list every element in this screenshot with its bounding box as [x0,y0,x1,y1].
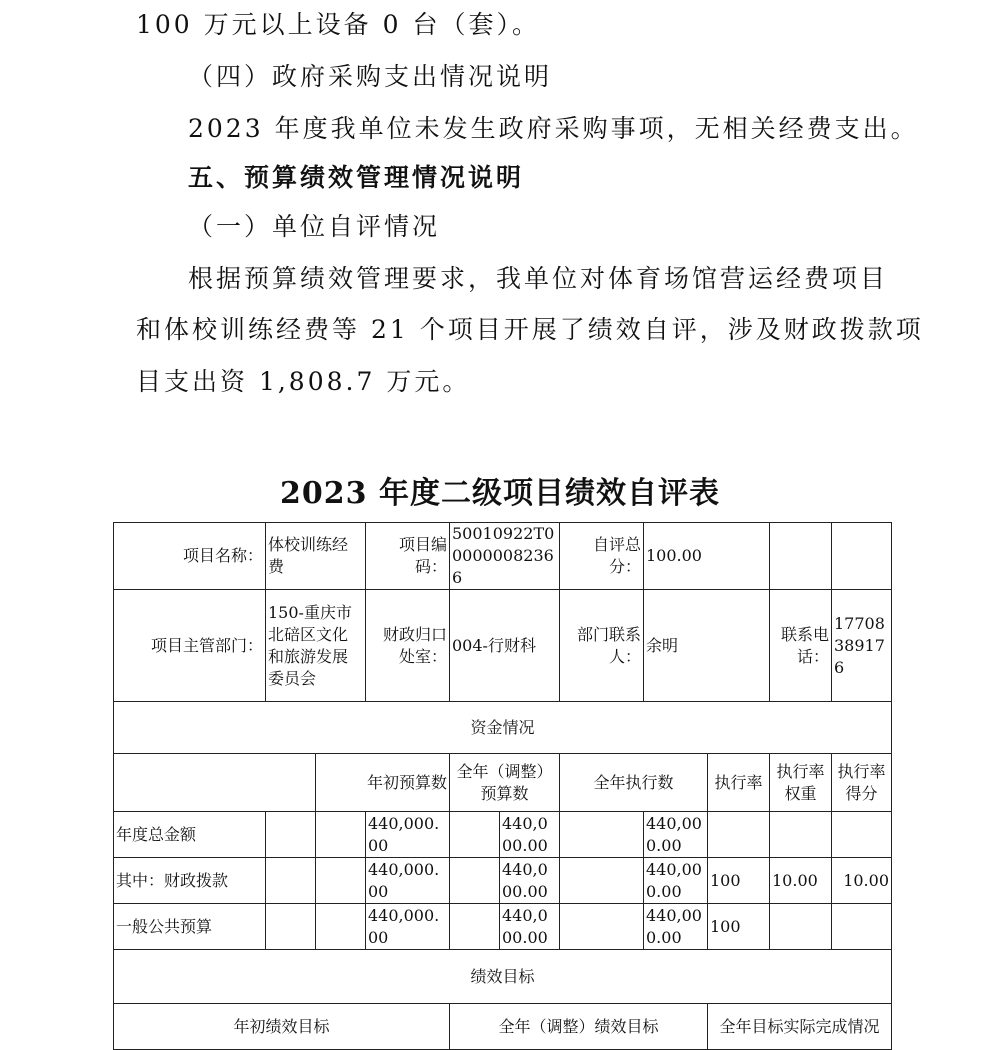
score-value [832,904,892,950]
paragraph-line: 和体校训练经费等 21 个项目开展了绩效自评，涉及财政拨款项 [136,315,924,344]
contact: 余明 [644,590,770,702]
empty-cell [560,858,644,904]
empty-cell [266,904,316,950]
empty-cell [266,858,316,904]
project-code: 50010922T000000082366 [450,523,560,590]
project-code-label: 项目编码： [366,523,450,590]
col-rate: 执行率 [708,754,770,812]
finance: 004-行财科 [450,590,560,702]
finance-label: 财政归口处室： [366,590,450,702]
score: 100.00 [644,523,770,590]
rate-value: 100 [708,858,770,904]
weight-value: 10.00 [770,858,832,904]
project-name: 体校训练经费 [266,523,366,590]
table-row [114,904,892,950]
perf-actual: 全年目标实际完成情况 [708,1004,892,1050]
initial-value: 440,000.00 [366,858,450,904]
table-row [114,702,892,754]
empty-cell [316,904,366,950]
empty-cell [770,523,832,590]
contact-label: 部门联系人： [560,590,644,702]
phone: 17708389176 [832,590,892,702]
perf-adjusted: 全年（调整）绩效目标 [450,1004,708,1050]
empty-cell [450,858,500,904]
initial-value: 440,000.00 [366,904,450,950]
project-name-label: 项目名称： [114,523,266,590]
empty-cell [832,523,892,590]
empty-cell [316,858,366,904]
adjusted-value: 440,000.00 [500,812,560,858]
empty-cell [114,754,316,812]
performance-table [113,522,892,1050]
row-label: 年度总金额 [114,812,266,858]
col-weight: 执行率权重 [770,754,832,812]
weight-value [770,904,832,950]
row-label: 一般公共预算 [114,904,266,950]
empty-cell [266,812,316,858]
table-title: 2023 年度二级项目绩效自评表 [280,476,720,511]
executed-value: 440,000.00 [644,904,708,950]
adjusted-value: 440,000.00 [500,904,560,950]
table-row [114,754,892,812]
col-adjusted: 全年（调整）预算数 [450,754,560,812]
empty-cell [450,904,500,950]
score-label: 自评总分： [560,523,644,590]
paragraph-line: 目支出资 1,808.7 万元。 [136,367,471,396]
rate-value [708,812,770,858]
table-row [114,590,892,702]
row-label: 其中：财政拨款 [114,858,266,904]
perf-header: 绩效目标 [114,950,892,1004]
perf-initial: 年初绩效目标 [114,1004,450,1050]
score-value: 10.00 [832,858,892,904]
table-row [114,523,892,590]
initial-value: 440,000.00 [366,812,450,858]
col-initial: 年初预算数 [316,754,450,812]
paragraph-line: 2023 年度我单位未发生政府采购事项，无相关经费支出。 [188,114,919,143]
table-row [114,858,892,904]
paragraph-line: 根据预算绩效管理要求，我单位对体育场馆营运经费项目 [188,264,889,293]
rate-value: 100 [708,904,770,950]
table-row [114,1004,892,1050]
paragraph-line: 100 万元以上设备 0 台（套）。 [136,10,540,39]
empty-cell [560,904,644,950]
section-heading: （一）单位自评情况 [188,212,441,241]
executed-value: 440,000.00 [644,812,708,858]
adjusted-value: 440,000.00 [500,858,560,904]
empty-cell [450,812,500,858]
section-heading: 五、预算绩效管理情况说明 [188,163,525,192]
table-row [114,950,892,1004]
section-heading: （四）政府采购支出情况说明 [188,62,553,91]
weight-value [770,812,832,858]
phone-label: 联系电话： [770,590,832,702]
executed-value: 440,000.00 [644,858,708,904]
col-executed: 全年执行数 [560,754,708,812]
table-row [114,812,892,858]
dept: 150-重庆市北碚区文化和旅游发展委员会 [266,590,366,702]
dept-label: 项目主管部门： [114,590,266,702]
col-score: 执行率得分 [832,754,892,812]
score-value [832,812,892,858]
empty-cell [316,812,366,858]
funds-header: 资金情况 [114,702,892,754]
empty-cell [560,812,644,858]
